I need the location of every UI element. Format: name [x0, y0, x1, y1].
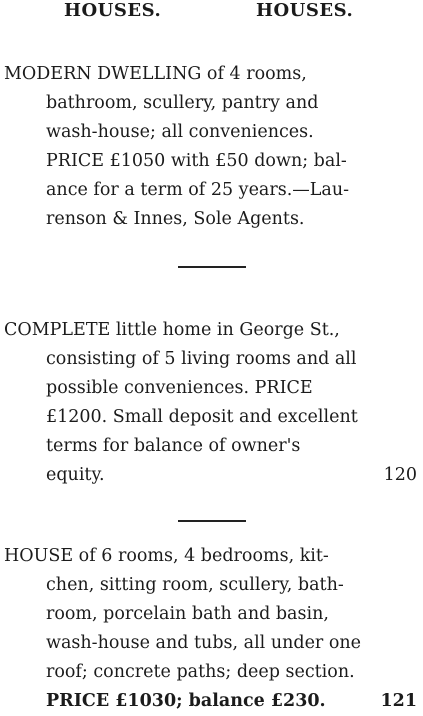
ad-line: consisting of 5 living rooms and all — [46, 349, 357, 369]
ad-line: COMPLETE little home in George St., — [4, 320, 340, 340]
ad-line: ance for a term of 25 years.—Lau- — [46, 180, 350, 200]
ad-line-last — [0, 687, 423, 716]
section-heading — [0, 0, 423, 26]
ad-line: £1200. Small deposit and excellent — [46, 407, 358, 427]
ad-line: possible conveniences. PRICE — [46, 378, 313, 398]
ad-line: room, porcelain bath and basin, — [46, 604, 329, 624]
heading-left: HOUSES. — [64, 0, 162, 21]
ad-number: 120 — [383, 465, 417, 485]
ad-line: chen, sitting room, scullery, bath- — [46, 575, 344, 595]
ad-line: roof; concrete paths; deep section. — [46, 662, 355, 682]
ad-line-last — [0, 461, 423, 490]
heading-right: HOUSES. — [256, 0, 354, 21]
ad-line: bathroom, scullery, pantry and — [46, 93, 319, 113]
ad-line: PRICE £1050 with £50 down; bal- — [46, 151, 347, 171]
ad-line: HOUSE of 6 rooms, 4 bedrooms, kit- — [4, 546, 329, 566]
ad-line: terms for balance of owner's — [46, 436, 301, 456]
ad-number: 121 — [380, 691, 417, 711]
separator-rule — [178, 520, 246, 522]
ad-line: MODERN DWELLING of 4 rooms, — [4, 64, 307, 84]
separator-rule — [178, 266, 246, 268]
ad-line-text: equity. — [46, 465, 105, 485]
advertisement-complete-little-home — [0, 316, 423, 490]
ad-line: wash-house; all conveniences. — [46, 122, 314, 142]
ad-line: renson & Innes, Sole Agents. — [46, 209, 305, 229]
ad-line: wash-house and tubs, all under one — [46, 633, 362, 653]
advertisement-modern-dwelling — [0, 60, 423, 234]
ad-line-text: PRICE £1030; balance £230. — [46, 691, 326, 711]
advertisement-house-six-rooms — [0, 542, 423, 716]
